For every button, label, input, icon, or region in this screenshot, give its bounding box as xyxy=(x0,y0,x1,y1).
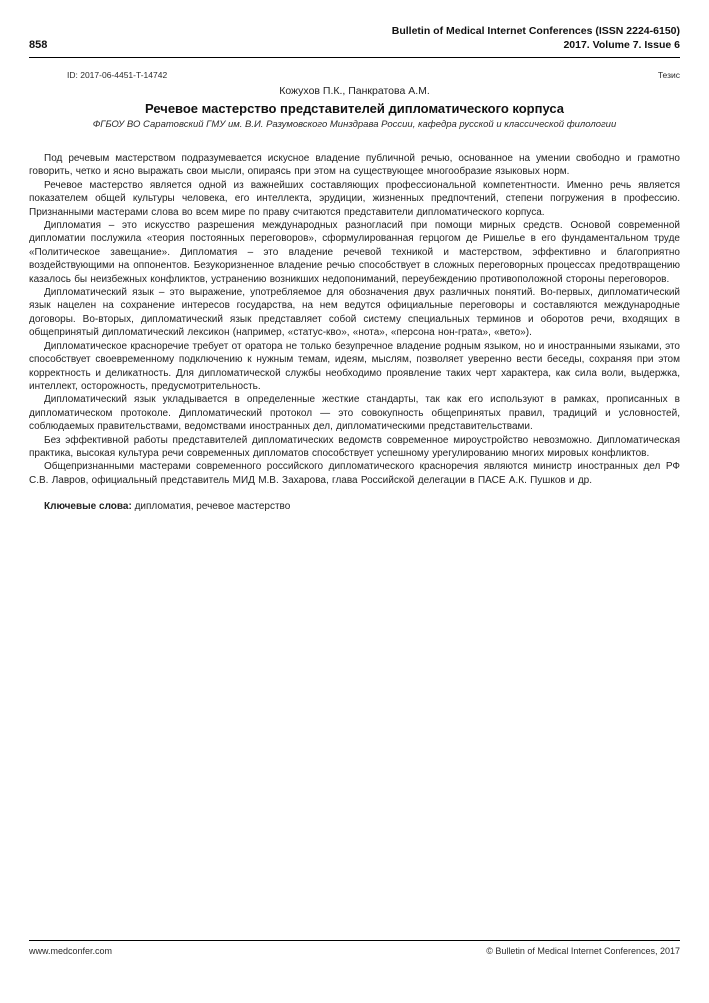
paragraph: Речевое мастерство является одной из важнейших составляющих профессиональной компетентности. Именно речь является показателем общей культуры человека, его интеллекта, эрудиции, жизненных предпочтений, степени погружения в профессию. Признанными мастерами слова во всем мире по праву считаются представители дипломатического корпуса. xyxy=(29,179,680,218)
page-number: 858 xyxy=(29,39,48,51)
paragraph: Дипломатическое красноречие требует от оратора не только безупречное владение родным языком, но и иностранными языками, это способствует своевременному подключению к нужным темам, идеям, мыслям, позволяет уверенно вести беседы, сохраняя при этом корректность и деликатность. Для дипломатической службы необходимо проявление таких черт характера, как сила воли, выдержка, интеллект, осторожность, предусмотрительность. xyxy=(29,340,680,392)
paragraph: Общепризнанными мастерами современного российского дипломатического красноречия являются министр иностранных дел РФ С.В. Лавров, официальный представитель МИД М.В. Захарова, глава Российской делегации в ПАСЕ А.К. Пушков и др. xyxy=(29,461,680,486)
journal-header xyxy=(392,25,680,52)
journal-website: www.medconfer.com xyxy=(29,946,113,956)
page-footer xyxy=(29,940,680,957)
keywords-label: Ключевые слова: xyxy=(44,501,132,513)
keywords-line xyxy=(29,500,680,513)
journal-issue-line: 2017. Volume 7. Issue 6 xyxy=(563,38,680,51)
copyright-notice: © Bulletin of Medical Internet Conferences, 2017 xyxy=(486,946,680,956)
article-type-label: Тезис xyxy=(657,70,680,80)
article-title: Речевое мастерство представителей дипломатического корпуса xyxy=(145,101,564,116)
keywords-text: дипломатия, речевое мастерство xyxy=(131,501,291,513)
article-meta-row xyxy=(29,70,680,81)
paragraph: Дипломатический язык – это выражение, употребляемое для обозначения двух различных понятий. Во-первых, дипломатический язык нацелен на сохранение интересов государства, на нем ведутся официальные переговоры и составляются международные договоры. Во-вторых, дипломатический язык представляет собой систему специальных терминов и оборотов речи, входящих в общепринятый дипломатический лексикон (например, «статус-кво», «нота», «персона нон-грата», «вето»). xyxy=(29,287,680,339)
paragraph: Дипломатический язык укладывается в определенные жесткие стандарты, так как его используют в рамках, прописанных в дипломатическом протоколе. Дипломатический протокол — это совокупность общепринятых правил, традиций и условностей, соблюдаемых правительствами, ведомствами иностранных дел, дипломатическими представительствами. xyxy=(29,394,680,433)
paragraph: Дипломатия – это искусство разрешения международных разногласий при помощи мирных средств. Основой современной дипломатии послужила «теория постоянных переговоров», сформулированная герцогом де Ришелье в его фундаментальном труде «Политическое завещание». Дипломатия – это владение речевой техникой и мастерством, эффективно и благоприятно воздействующими на оппонентов. Безукоризненное владение речью способствует в сложных переговорных процессах предотвращению казалось бы неизбежных конфликтов, устранению возникших недопониманий, переубеждению противоположной стороны переговоров. xyxy=(29,220,680,285)
affiliation-line: ФГБОУ ВО Саратовский ГМУ им. В.И. Разумовского Минздрава России, кафедра русской и классической филологии xyxy=(92,119,617,130)
article-body xyxy=(29,152,680,487)
authors-line: Кожухов П.К., Панкратова А.М. xyxy=(279,85,430,97)
paragraph: Без эффективной работы представителей дипломатических ведомств современное мироустройство невозможно. Дипломатическая практика, высокая культура речи современных дипломатов способствует успешному урегулированию многих мировых конфликтов. xyxy=(29,434,680,459)
page-header xyxy=(29,0,680,52)
article-id: ID: 2017-06-4451-T-14742 xyxy=(67,70,168,80)
journal-title-line: Bulletin of Medical Internet Conferences (ISSN 2224-6150) xyxy=(391,25,680,37)
paragraph: Под речевым мастерством подразумевается искусное владение публичной речью, основанное на умении свободно и грамотно говорить, четко и ясно выражать свои мысли, опираясь при этом на существующее многообразие языковых норм. xyxy=(29,153,680,178)
header-divider xyxy=(29,57,680,58)
